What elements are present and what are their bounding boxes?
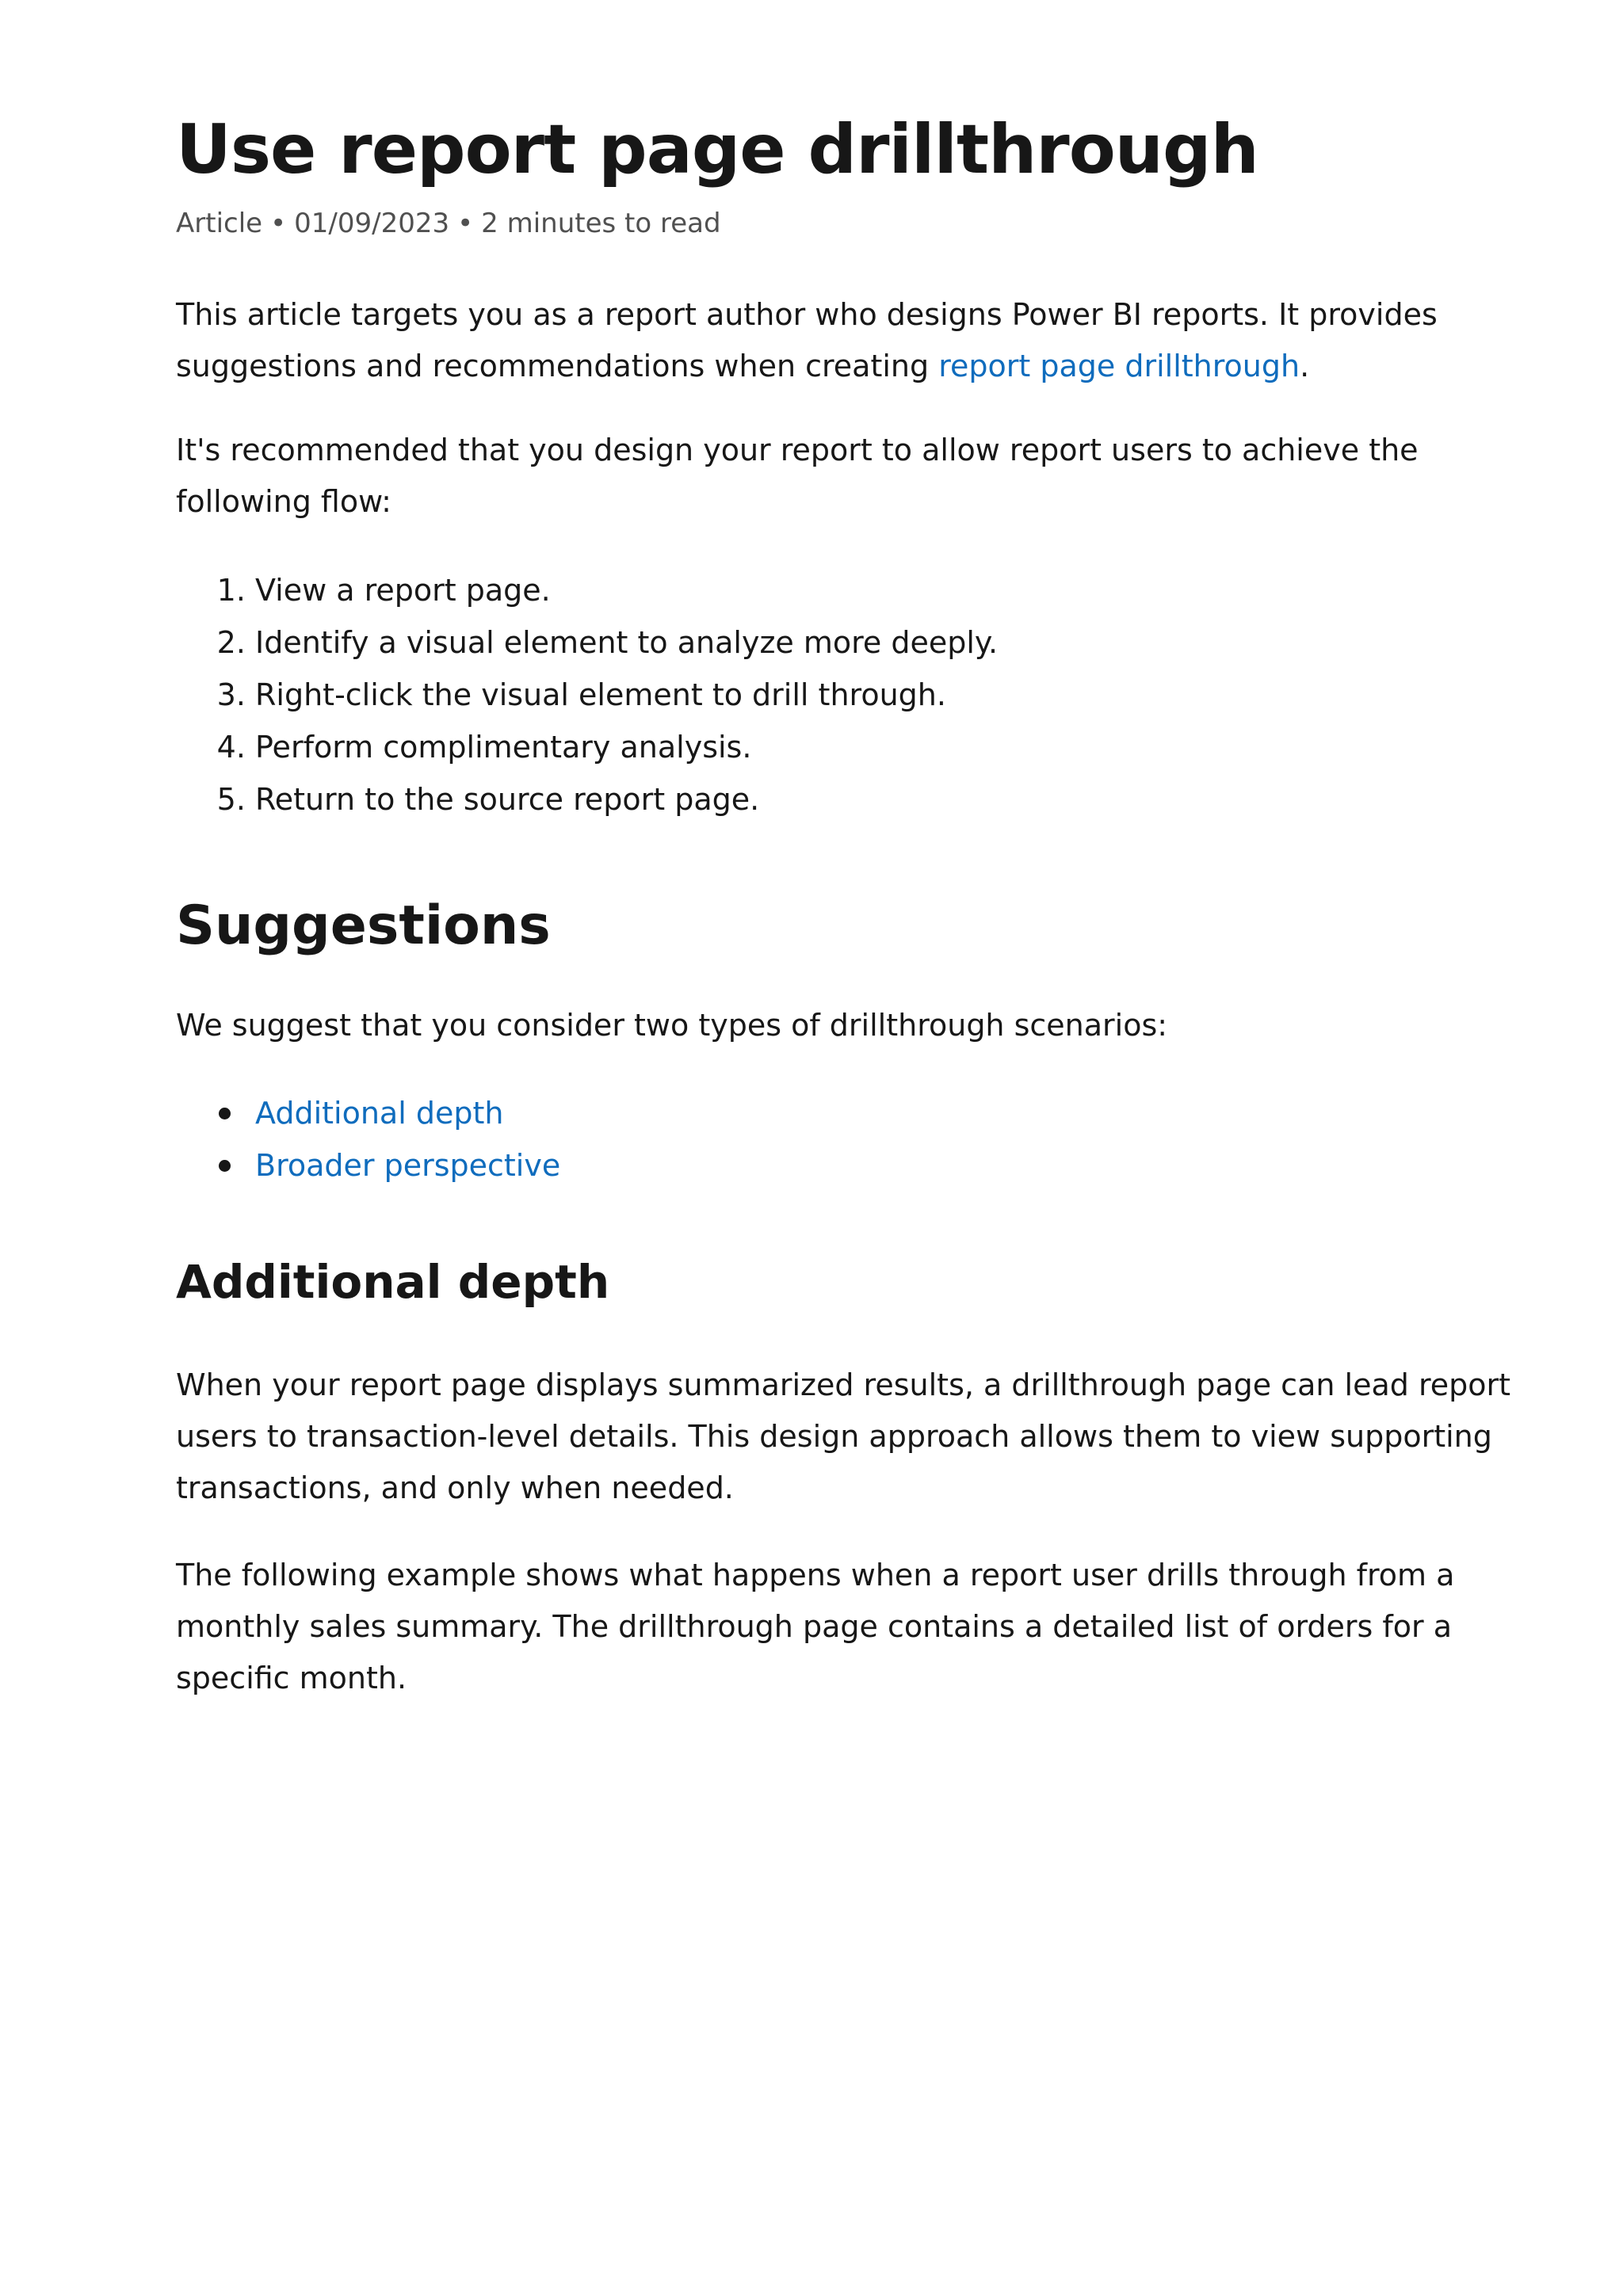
list-item [255,1139,560,1192]
article-type: Article [176,208,263,239]
suggestions-heading: Suggestions [176,894,551,957]
additional-depth-link[interactable]: Additional depth [255,1096,504,1131]
list-item: 3. Right-click the visual element to drill through. [255,669,998,721]
paragraph-line: When your report page displays summarized results, a drillthrough page can lead report [176,1367,1511,1402]
bullet-icon [219,1108,231,1119]
intro-paragraph [176,289,1476,392]
example-paragraph [176,1550,1476,1704]
paragraph-line: users to transaction-level details. This design approach allows them to view supporting [176,1419,1492,1454]
suggestions-intro-line: We suggest that you consider two types of drillthrough scenarios: [176,1008,1168,1043]
meta-separator: • [270,208,287,239]
list-item [255,1087,560,1139]
broader-perspective-link[interactable]: Broader perspective [255,1148,561,1183]
read-time: 2 minutes to read [481,208,721,239]
additional-depth-heading: Additional depth [176,1255,610,1309]
article-meta [176,208,721,239]
paragraph-line: The following example shows what happens when a report user drills through from a [176,1558,1455,1592]
article-date: 01/09/2023 [294,208,450,239]
additional-depth-paragraph [176,1360,1511,1514]
report-page-drillthrough-link[interactable]: report page drillthrough [938,349,1300,383]
suggestions-intro [176,1000,1476,1051]
meta-separator: • [457,208,474,239]
list-item: 2. Identify a visual element to analyze more deeply. [255,616,998,669]
flow-intro-line: It's recommended that you design your report to allow report users to achieve the [176,433,1419,467]
intro-text: suggestions and recommendations when creating [176,349,939,383]
flow-intro-paragraph [176,425,1476,528]
bullet-icon [219,1160,231,1172]
intro-line [176,341,1476,392]
paragraph-line: transactions, and only when needed. [176,1470,734,1505]
list-item: 4. Perform complimentary analysis. [255,721,998,773]
flow-intro-line: following flow: [176,484,391,519]
intro-text: . [1300,349,1310,383]
list-item: 5. Return to the source report page. [255,773,998,826]
flow-steps-list [176,564,998,826]
page-title: Use report page drillthrough [176,110,1258,189]
scenario-links-list [176,1087,560,1192]
intro-line: This article targets you as a report author who designs Power BI reports. It provides [176,297,1438,332]
paragraph-line: specific month. [176,1661,407,1695]
list-item: 1. View a report page. [255,564,998,616]
paragraph-line: monthly sales summary. The drillthrough page contains a detailed list of orders for a [176,1609,1453,1644]
